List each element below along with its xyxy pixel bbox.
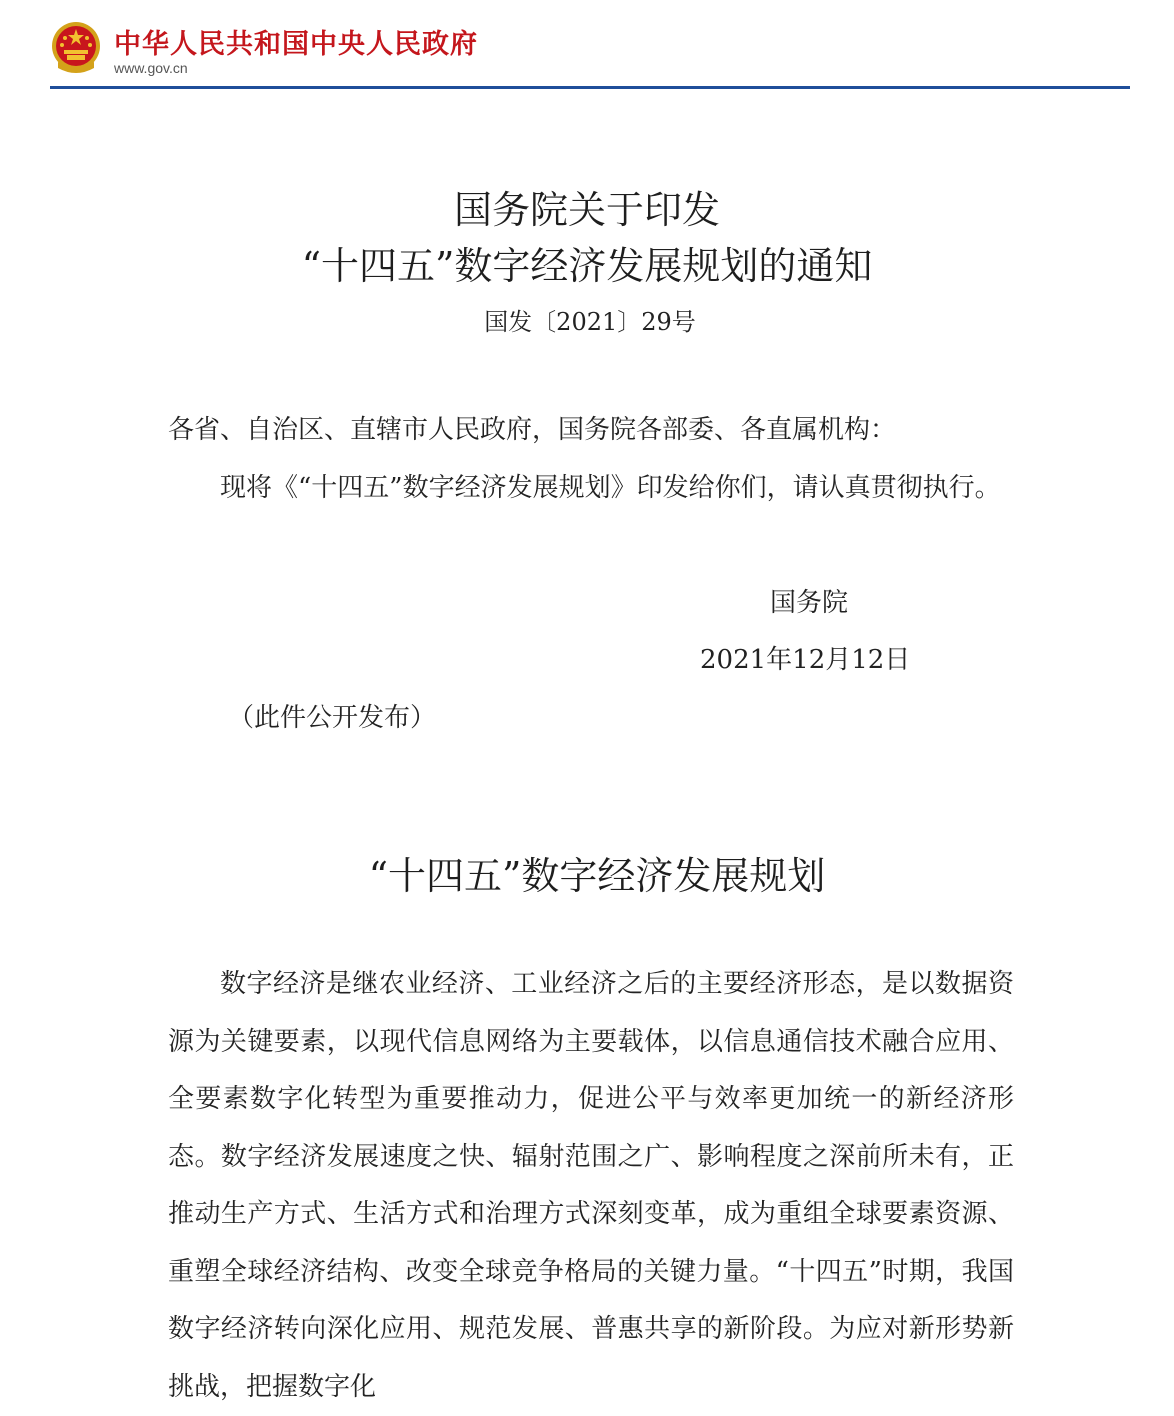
notice-title [0, 182, 1174, 294]
plan-title: “十四五”数字经济发展规划 [368, 854, 826, 898]
national-emblem-icon [50, 20, 102, 76]
notice-signature: 国务院 [770, 588, 849, 618]
site-title[interactable]: 中华人民共和国中央人民政府 [114, 29, 478, 60]
publish-note: （此件公开发布） [228, 703, 437, 733]
notice-body: 现将《“十四五”数字经济发展规划》印发给你们，请认真贯彻执行。 [220, 473, 1001, 503]
notice-title-line-1: 国务院关于印发 [453, 188, 720, 232]
plan-paragraph: 数字经济是继农业经济、工业经济之后的主要经济形态，是以数据资源为关键要素，以现代信息网络为主要载体，以信息通信技术融合应用、全要素数字化转型为重要推动力，促进公平与效率更加统一的新经济形态。数字经济发展速度之快、辐射范围之广、影响程度之深前所未有，正推动生产方式、生活方式和治理方式深刻变革，成为重组全球要素资源、重塑全球经济结构、改变全球竞争格局的关键力量。“十四五”时期，我国数字经济转向深化应用、规范发展、普惠共享的新阶段。为应对新形势新挑战，把握数字化 [168, 969, 1014, 1402]
notice-date: 2021年12月12日 [700, 645, 911, 675]
header-divider [50, 86, 1130, 89]
site-url[interactable]: www.gov.cn [114, 60, 188, 76]
notice-addressee: 各省、自治区、直辖市人民政府，国务院各部委、各直属机构： [168, 415, 897, 445]
document-number: 国发〔2021〕29号 [484, 308, 696, 336]
notice-title-line-2: “十四五”数字经济发展规划的通知 [301, 244, 873, 288]
site-header [50, 0, 1130, 90]
